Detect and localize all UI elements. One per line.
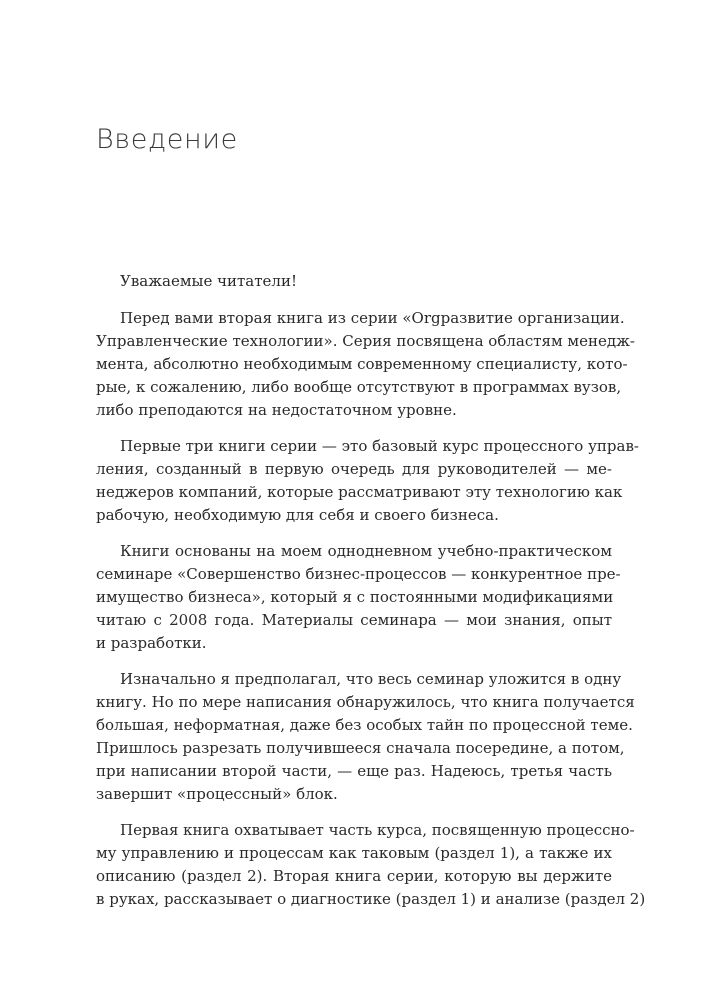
- text-line: Первые три книги серии — это базовый курс процессного управ-: [120, 437, 639, 455]
- paragraph-2: [96, 435, 639, 527]
- text-line: читаю с 2008 года. Материалы семинара — мои знания, опыт: [96, 611, 612, 629]
- text-line: ления, созданный в первую очередь для руководителей — ме-: [96, 460, 612, 478]
- body-text: [96, 270, 646, 924]
- text-line: му управлению и процессам как таковым (раздел 1), а также их: [96, 844, 612, 862]
- paragraph-5: [96, 819, 646, 911]
- text-line: большая, неформатная, даже без особых тайн по процессной теме.: [96, 716, 633, 734]
- text-line: Управленческие технологии». Серия посвящена областям менедж-: [96, 332, 635, 350]
- text-line: имущество бизнеса», который я с постоянными модификациями: [96, 588, 614, 606]
- paragraph-1: [96, 307, 635, 422]
- text-line: рые, к сожалению, либо вообще отсутствуют в программах вузов,: [96, 378, 622, 396]
- text-line: в руках, рассказывает о диагностике (раздел 1) и анализе (раздел 2): [96, 890, 646, 908]
- text-line: Изначально я предполагал, что весь семинар уложится в одну: [120, 670, 622, 688]
- text-line: неджеров компаний, которые рассматривают эту технологию как: [96, 483, 623, 501]
- text-line: и разработки.: [96, 634, 207, 652]
- text-line: Первая книга охватывает часть курса, посвященную процессно-: [120, 821, 635, 839]
- text-line: при написании второй части, — еще раз. Надеюсь, третья часть: [96, 762, 612, 780]
- chapter-title: Введение: [96, 124, 238, 155]
- greeting: Уважаемые читатели!: [120, 272, 297, 290]
- text-line: описанию (раздел 2). Вторая книга серии, которую вы держите: [96, 867, 612, 885]
- paragraph-3: [96, 540, 621, 655]
- text-line: книгу. Но по мере написания обнаружилось, что книга получается: [96, 693, 635, 711]
- text-line: Книги основаны на моем однодневном учебно-практическом: [120, 542, 612, 560]
- text-line: семинаре «Совершенство бизнес-процессов — конкурентное пре-: [96, 565, 621, 583]
- paragraph-4: [96, 668, 635, 806]
- text-line: Пришлось разрезать получившееся сначала посередине, а потом,: [96, 739, 625, 757]
- text-line: Перед вами вторая книга из серии «Orgразвитие организации.: [120, 309, 625, 327]
- text-line: завершит «процессный» блок.: [96, 785, 338, 803]
- text-line: мента, абсолютно необходимым современному специалисту, кото-: [96, 355, 628, 373]
- text-line: рабочую, необходимую для себя и своего бизнеса.: [96, 506, 499, 524]
- text-line: либо преподаются на недостаточном уровне.: [96, 401, 457, 419]
